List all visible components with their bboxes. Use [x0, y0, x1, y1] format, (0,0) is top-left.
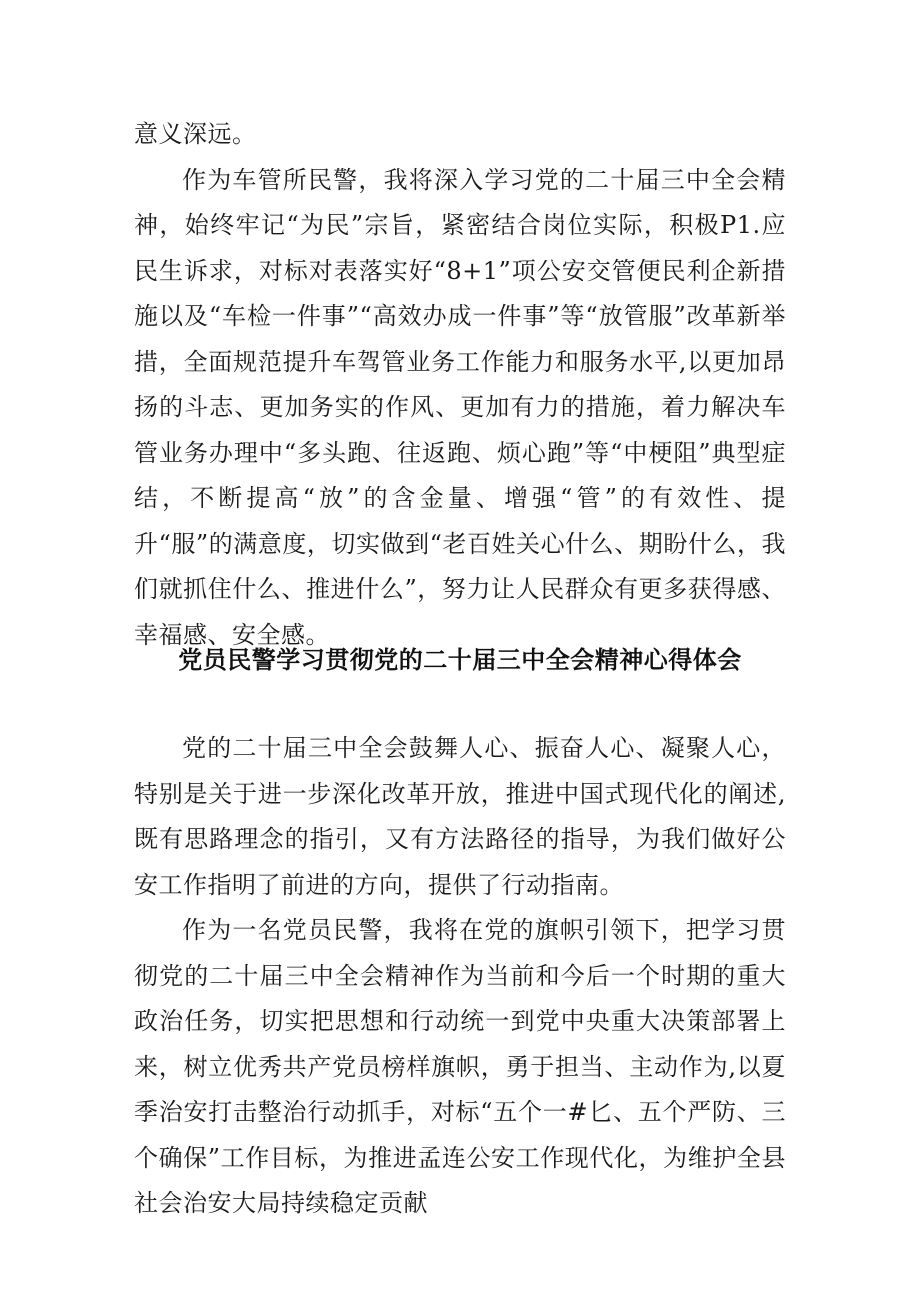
section-title: 党员民警学习贯彻党的二十届三中全会精神心得体会: [178, 646, 742, 674]
paragraph-party-member: 作为一名党员民警，我将在党的旗帜引领下，把学习贯彻党的二十届三中全会精神作为当前和今后一个时期的重大政治任务，切实把思想和行动统一到党中央重大决策部署上来，树立优秀共产党员榜样旗帜，勇于担当、主动作为,以夏季治安打击整治行动抓手，对标“五个一#匕、五个严防、三个确保”工作目标，为推进孟连公安工作现代化，为维护全县社会治安大局持续稳定贡献: [134, 916, 786, 1217]
paragraph-vehicle-office: 作为车管所民警，我将深入学习党的二十届三中全会精神，始终牢记“为民”宗旨，紧密结合岗位实际，积极P1.应民生诉求，对标对表落实好“8+1”项公安交管便民利企新措施以及“车检一件事”“高效办成一件事”等“放管服”改革新举措，全面规范提升车驾管业务工作能力和服务水平,以更加昂扬的斗志、更加务实的作风、更加有力的措施，着力解决车管业务办理中“多头跑、往返跑、烦心跑”等“中梗阻”典型症结，不断提高“放”的含金量、增强“管”的有效性、提升“服”的满意度，切实做到“老百姓关心什么、期盼什么，我们就抓住什么、推进什么”，努力让人民群众有更多获得感、幸福感、安全感。: [134, 165, 786, 649]
paragraph-plenum-intro: 党的二十届三中全会鼓舞人心、振奋人心、凝聚人心，特别是关于进一步深化改革开放，推进中国式现代化的阐述,既有思路理念的指引，又有方法路径的指导，为我们做好公安工作指明了前进的方向，提供了行动指南。: [134, 734, 786, 899]
section-two-body: [134, 726, 786, 1227]
section-one-body: [134, 112, 786, 658]
paragraph-continuation: 意义深远。: [134, 120, 257, 148]
